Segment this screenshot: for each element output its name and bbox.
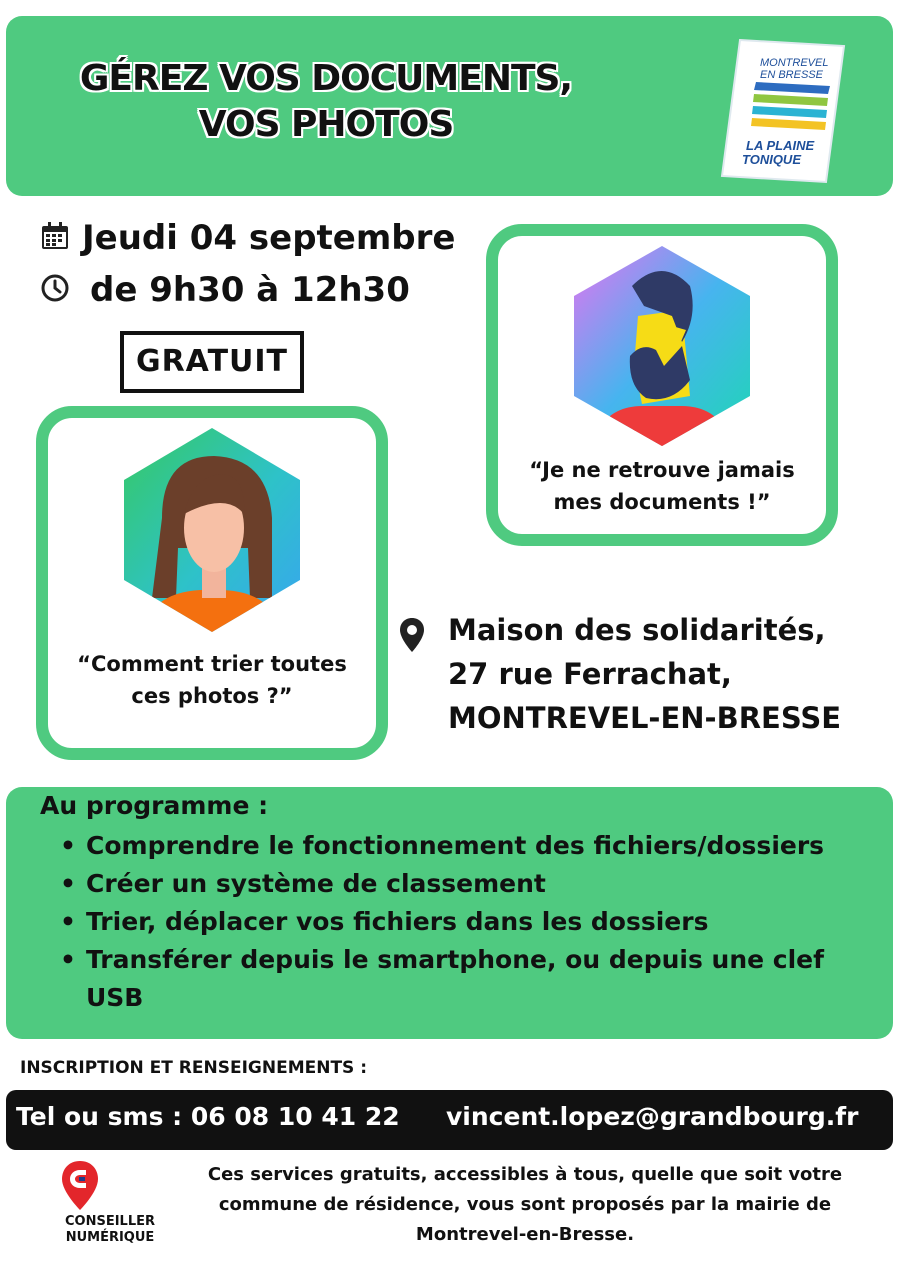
title-line-2: VOS PHOTOS xyxy=(198,104,454,145)
badge-line-2: NUMÉRIQUE xyxy=(65,1230,155,1245)
list-item: • Comprendre le fonctionnement des fichiers/dossiers xyxy=(60,827,860,865)
title-line-1: GÉREZ VOS DOCUMENTS, xyxy=(79,58,573,99)
program-title: Au programme : xyxy=(40,791,269,820)
address-line-2: 27 rue Ferrachat, xyxy=(448,657,732,691)
calendar-icon xyxy=(40,220,70,260)
page-title xyxy=(66,56,586,148)
man-quote: “Je ne retrouve jamais mes documents !” xyxy=(529,458,795,514)
svg-text:TONIQUE: TONIQUE xyxy=(742,152,801,167)
testimonial-card-man xyxy=(486,224,838,546)
woman-avatar xyxy=(122,428,302,637)
man-avatar xyxy=(572,246,752,450)
list-item: • Trier, déplacer vos fichiers dans les dossiers xyxy=(60,903,860,941)
svg-text:LA PLAINE: LA PLAINE xyxy=(746,138,815,153)
address-line-3: MONTREVEL-EN-BRESSE xyxy=(448,701,842,735)
badge-line-1: CONSEILLER xyxy=(64,1214,155,1229)
event-time-text: de 9h30 à 12h30 xyxy=(90,270,410,310)
svg-text:EN BRESSE: EN BRESSE xyxy=(760,69,823,81)
list-item: • Transférer depuis le smartphone, ou depuis une clef USB xyxy=(60,941,860,1017)
montrevel-logo xyxy=(720,38,846,184)
free-badge: GRATUIT xyxy=(120,331,304,393)
phone-number[interactable]: Tel ou sms : 06 08 10 41 22 xyxy=(16,1102,400,1131)
registration-heading: INSCRIPTION ET RENSEIGNEMENTS : xyxy=(20,1058,368,1078)
event-date xyxy=(40,218,455,260)
conseiller-numerique-logo xyxy=(40,1160,180,1260)
event-date-text: Jeudi 04 septembre xyxy=(82,218,456,258)
program-list xyxy=(60,827,860,1017)
list-item: • Créer un système de classement xyxy=(60,865,860,903)
email-link[interactable]: vincent.lopez@grandbourg.fr xyxy=(446,1102,859,1131)
address-line-1: Maison des solidarités, xyxy=(448,613,826,647)
event-time xyxy=(40,270,410,312)
testimonial-card-woman xyxy=(36,406,388,760)
svg-text:MONTREVEL: MONTREVEL xyxy=(760,57,829,69)
location-pin-icon xyxy=(400,618,424,656)
woman-quote: “Comment trier toutes ces photos ?” xyxy=(77,652,347,708)
program-section xyxy=(6,787,893,1039)
contact-bar xyxy=(6,1090,893,1150)
header-banner xyxy=(6,16,893,196)
clock-icon xyxy=(40,272,70,312)
footer-text: Ces services gratuits, accessibles à tous, quelle que soit votre commune de résidence, vous sont proposés par la mairie de Montrevel-en-Bresse. xyxy=(207,1164,843,1245)
